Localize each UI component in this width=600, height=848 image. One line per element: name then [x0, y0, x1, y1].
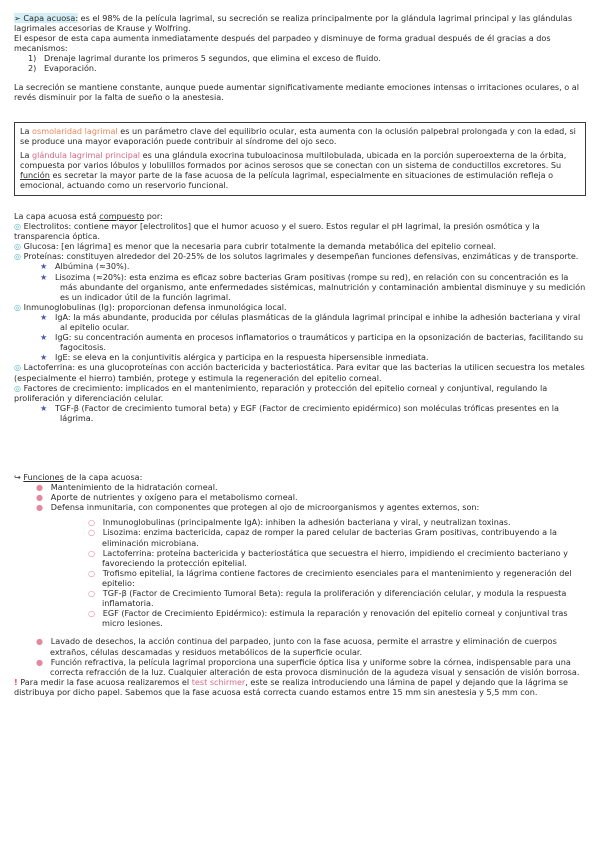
circle-bullet-icon: ◎ — [14, 382, 22, 393]
glandula-term: glándula lagrimal principal — [32, 150, 141, 161]
ring-bullet-icon: ○ — [88, 517, 96, 528]
ring-bullet-icon: ○ — [88, 527, 96, 538]
circle-bullet-icon: ◎ — [14, 241, 22, 252]
schirmer-term: test schirmer — [191, 676, 246, 687]
exclamation-icon: ! — [14, 676, 18, 687]
ige-text: IgE: se eleva en la conjuntivitis alérgica y participa en la respuesta hipersensible inmediata. — [54, 352, 429, 363]
compuesto-word: compuesto — [99, 211, 145, 221]
defensa-text: TGF-β (Factor de Crecimiento Tumoral Beta): regula la proliferación y diferenciación celular, y modula la respuesta inflamatoria. — [102, 588, 567, 609]
list-item — [14, 492, 586, 502]
defensa-text: Inmunoglobulinas (principalmente IgA): inhiben la adhesión bacteriana y viral, y neutralizan toxinas. — [102, 517, 511, 528]
funcion-text: Mantenimiento de la hidratación corneal. — [50, 482, 218, 493]
list-item — [14, 403, 586, 423]
iga-text: IgA: la más abundante, producida por células plasmáticas de la glándula lagrimal principal e inhibe la adhesión bacteriana y viral al epitelio ocular. — [54, 311, 581, 333]
dot-bullet-icon: ● — [36, 492, 44, 503]
secrecion-text: La secreción se mantiene constante, aunque puede aumentar significativamente mediante emociones intensas o irritaciones oculares, o al revés disminuir por la falta de sueño o la anestesia. — [14, 81, 580, 102]
circle-bullet-icon: ◎ — [14, 221, 22, 232]
funcion-text: Aporte de nutrientes y oxígeno para el metabolismo corneal. — [50, 492, 298, 503]
dot-bullet-icon: ● — [36, 502, 44, 513]
star-icon: ★ — [40, 271, 48, 282]
electrolitos-text: Electrolitos: contiene mayor [electrolitos] que el humor acuoso y el suero. Estos regular el pH lagrimal, la presión osmótica y la transparencia óptica. — [14, 221, 540, 242]
list-item — [14, 332, 586, 352]
list-item — [14, 548, 586, 568]
lactoferrina-item — [14, 362, 586, 382]
capa-acuosa-section — [14, 13, 586, 102]
mechanism-text: Evaporación. — [44, 63, 97, 74]
compuesto-intro — [14, 211, 586, 221]
lisozima-text: Lisozima (≈20%): esta enzima es eficaz sobre bacterias Gram positivas (rompe su red), en relación con su concentración es la más abundante del organismo, ante enfermedades sistémicas, malnutrición y contaminación ambiental disminuye y su medición es un indicador útil de la función lagrimal. — [54, 271, 586, 302]
funciones-section — [14, 472, 586, 697]
osmolaridad-pre: La — [20, 126, 33, 136]
factores-text: Factores de crecimiento: implicados en el mantenimiento, reparación y protección del epitelio corneal y conjuntival, regulando la proliferación y diferenciación celular. — [14, 382, 548, 403]
star-icon: ★ — [40, 352, 48, 363]
list-item — [14, 517, 586, 527]
star-icon: ★ — [40, 261, 48, 272]
glandula-mid: es una glándula exocrina tubuloacinosa multilobulada, ubicada en la porción superoexterna de la órbita, compuesta por varios lóbulos y lobulillos formados por acinos serosos que se conectan con un sistema de conductillos excretores. Su — [20, 150, 567, 171]
list-item — [14, 272, 586, 302]
schirmer-paragraph — [14, 677, 586, 697]
funcion-text: Defensa inmunitaria, con componentes que protegen al ojo de microorganismos y agentes externos, son: — [50, 502, 480, 513]
capa-acuosa-title — [14, 13, 78, 23]
funciones-title-post: de la capa acuosa: — [63, 472, 143, 482]
refractiva-text: Función refractiva, la película lagrimal proporciona una superficie óptica lisa y uniforme sobre la córnea, indispensable para una correcta refracción de la luz. Cualquier alteración de esta provoca disminución de la agudeza visual y sensación de visión borrosa. — [50, 656, 580, 677]
list-item — [14, 657, 586, 677]
compuesto-section — [14, 211, 586, 423]
list-item — [14, 527, 586, 547]
compuesto-intro-post: por: — [144, 211, 163, 221]
list-item — [14, 502, 586, 512]
list-item — [14, 588, 586, 608]
capa-acuosa-desc: es el 98% de la película lagrimal, su secreción se realiza principalmente por la glándula lagrimal principal y las glándulas lagrimales accesorias de Krause y Wolfring. — [14, 13, 573, 34]
list-item — [14, 312, 586, 332]
capa-acuosa-title-text: Capa acuosa: — [23, 13, 79, 23]
schirmer-post: , este se realiza introduciendo una lámina de papel y dejando que la lágrima se distribuya por dicho papel. Sabemos que la fase acuosa está correcta cuando estamos entre 15 mm sin anestesia y 5,5 mm con. — [14, 676, 568, 697]
list-item — [14, 352, 586, 362]
list-item — [14, 568, 586, 588]
glandula-pre: La — [20, 150, 33, 161]
espesor-text: El espesor de esta capa aumenta inmediatamente después del parpadeo y disminuye de forma gradual después de él gracias a dos mecanismos: — [14, 33, 551, 54]
proteinas-item — [14, 251, 586, 261]
electrolitos-item — [14, 221, 586, 241]
list-item — [14, 608, 586, 628]
schirmer-pre: Para medir la fase acuosa realizaremos el — [17, 676, 192, 687]
list-item — [14, 636, 586, 656]
list-item — [14, 261, 586, 271]
mechanism-item — [14, 53, 586, 63]
factores-item — [14, 383, 586, 403]
lactoferrina-text: Lactoferrina: es una glucoproteínas con acción bactericida y bacteriostática. Para evitar que las bacterias la utilicen secuestra los metales (especialmente el hierro) también, protege y estimula la regeneración del epitelio corneal. — [14, 362, 585, 383]
mechanism-text: Drenaje lagrimal durante los primeros 5 segundos, que elimina el exceso de fluido. — [44, 53, 381, 64]
glandula-post: es secretar la mayor parte de la fase acuosa de la película lagrimal, especialmente en situaciones de estimulación refleja o emocional, actuando como un reservorio funcional. — [20, 170, 554, 191]
capa-acuosa-intro — [14, 13, 586, 33]
info-box — [14, 122, 586, 196]
osmolaridad-term: osmolaridad lagrimal — [32, 126, 118, 136]
circle-bullet-icon: ◎ — [14, 301, 22, 312]
glandula-paragraph — [20, 150, 580, 190]
circle-bullet-icon: ◎ — [14, 362, 22, 373]
star-icon: ★ — [40, 311, 48, 322]
defensa-text: Lisozima: enzima bactericida, capaz de romper la pared celular de bacterias Gram positivas, contribuyendo a la eliminación microbiana. — [102, 527, 557, 548]
defensa-text: Trofismo epitelial, la lágrima contiene factores de crecimiento esenciales para el mantenimiento y regeneración del epitelio: — [102, 567, 572, 588]
ring-bullet-icon: ○ — [88, 588, 96, 599]
dot-bullet-icon: ● — [36, 636, 44, 647]
arrow-icon: ➢ — [14, 13, 21, 23]
list-item — [14, 482, 586, 492]
defensa-text: EGF (Factor de Crecimiento Epidérmico): estimula la reparación y renovación del epitelio corneal y conjuntival tras micro lesiones. — [102, 608, 568, 629]
compuesto-intro-pre: La capa acuosa está — [14, 211, 100, 221]
albumina-text: Albúmina (≈30%). — [54, 261, 130, 272]
igg-text: IgG: su concentración aumenta en procesos inflamatorios o traumáticos y participa en la opsonización de bacterias, facilitando su fagocitosis. — [54, 332, 584, 353]
mechanism-number: 2) — [28, 63, 37, 74]
dot-bullet-icon: ● — [36, 656, 44, 667]
star-icon: ★ — [40, 332, 48, 343]
mechanism-item — [14, 63, 586, 73]
dot-bullet-icon: ● — [36, 482, 44, 493]
ring-bullet-icon: ○ — [88, 608, 96, 619]
return-arrow-icon: ↪ — [14, 472, 21, 482]
funciones-title — [14, 472, 586, 482]
funciones-word: Funciones — [23, 472, 64, 482]
osmolaridad-paragraph — [20, 126, 580, 146]
star-icon: ★ — [40, 402, 48, 413]
circle-bullet-icon: ◎ — [14, 251, 22, 262]
lavado-text: Lavado de desechos, la acción continua del parpadeo, junto con la fase acuosa, permite el arrastre y eliminación de cuerpos extraños, células descamadas y residuos metabólicos de la superficie ocular. — [50, 636, 557, 657]
ring-bullet-icon: ○ — [88, 567, 96, 578]
inmuno-text: Inmunoglobulinas (Ig): proporcionan defensa inmunológica local. — [23, 301, 287, 312]
proteinas-text: Proteínas: constituyen alrededor del 20-25% de los solutos lagrimales y desempeñan funciones defensivas, enzimáticas y de transporte. — [23, 251, 579, 262]
defensa-text: Lactoferrina: proteína bactericida y bacteriostática que secuestra el hierro, impidiendo el crecimiento bacteriano y favoreciendo la protección epitelial. — [102, 547, 568, 568]
ring-bullet-icon: ○ — [88, 547, 96, 558]
inmuno-item — [14, 302, 586, 312]
defensa-list — [14, 517, 586, 628]
funcion-word: función — [20, 170, 50, 181]
mechanism-number: 1) — [28, 53, 37, 64]
funciones-bottom-list — [14, 636, 586, 676]
osmolaridad-post: es un parámetro clave del equilibrio ocular, esta aumenta con la oclusión palpebral prolongada y con la edad, si se produce una mayor evaporación puede contribuir al síndrome del ojo seco. — [20, 126, 576, 147]
glucosa-item — [14, 241, 586, 251]
tgf-egf-text: TGF-β (Factor de crecimiento tumoral beta) y EGF (Factor de crecimiento epidérmico) son moléculas tróficas presentes en la lágrima. — [54, 402, 559, 423]
glucosa-text: Glucosa: [en lágrima] es menor que la necesaria para cubrir totalmente la demanda metabólica del epitelio corneal. — [23, 241, 496, 252]
